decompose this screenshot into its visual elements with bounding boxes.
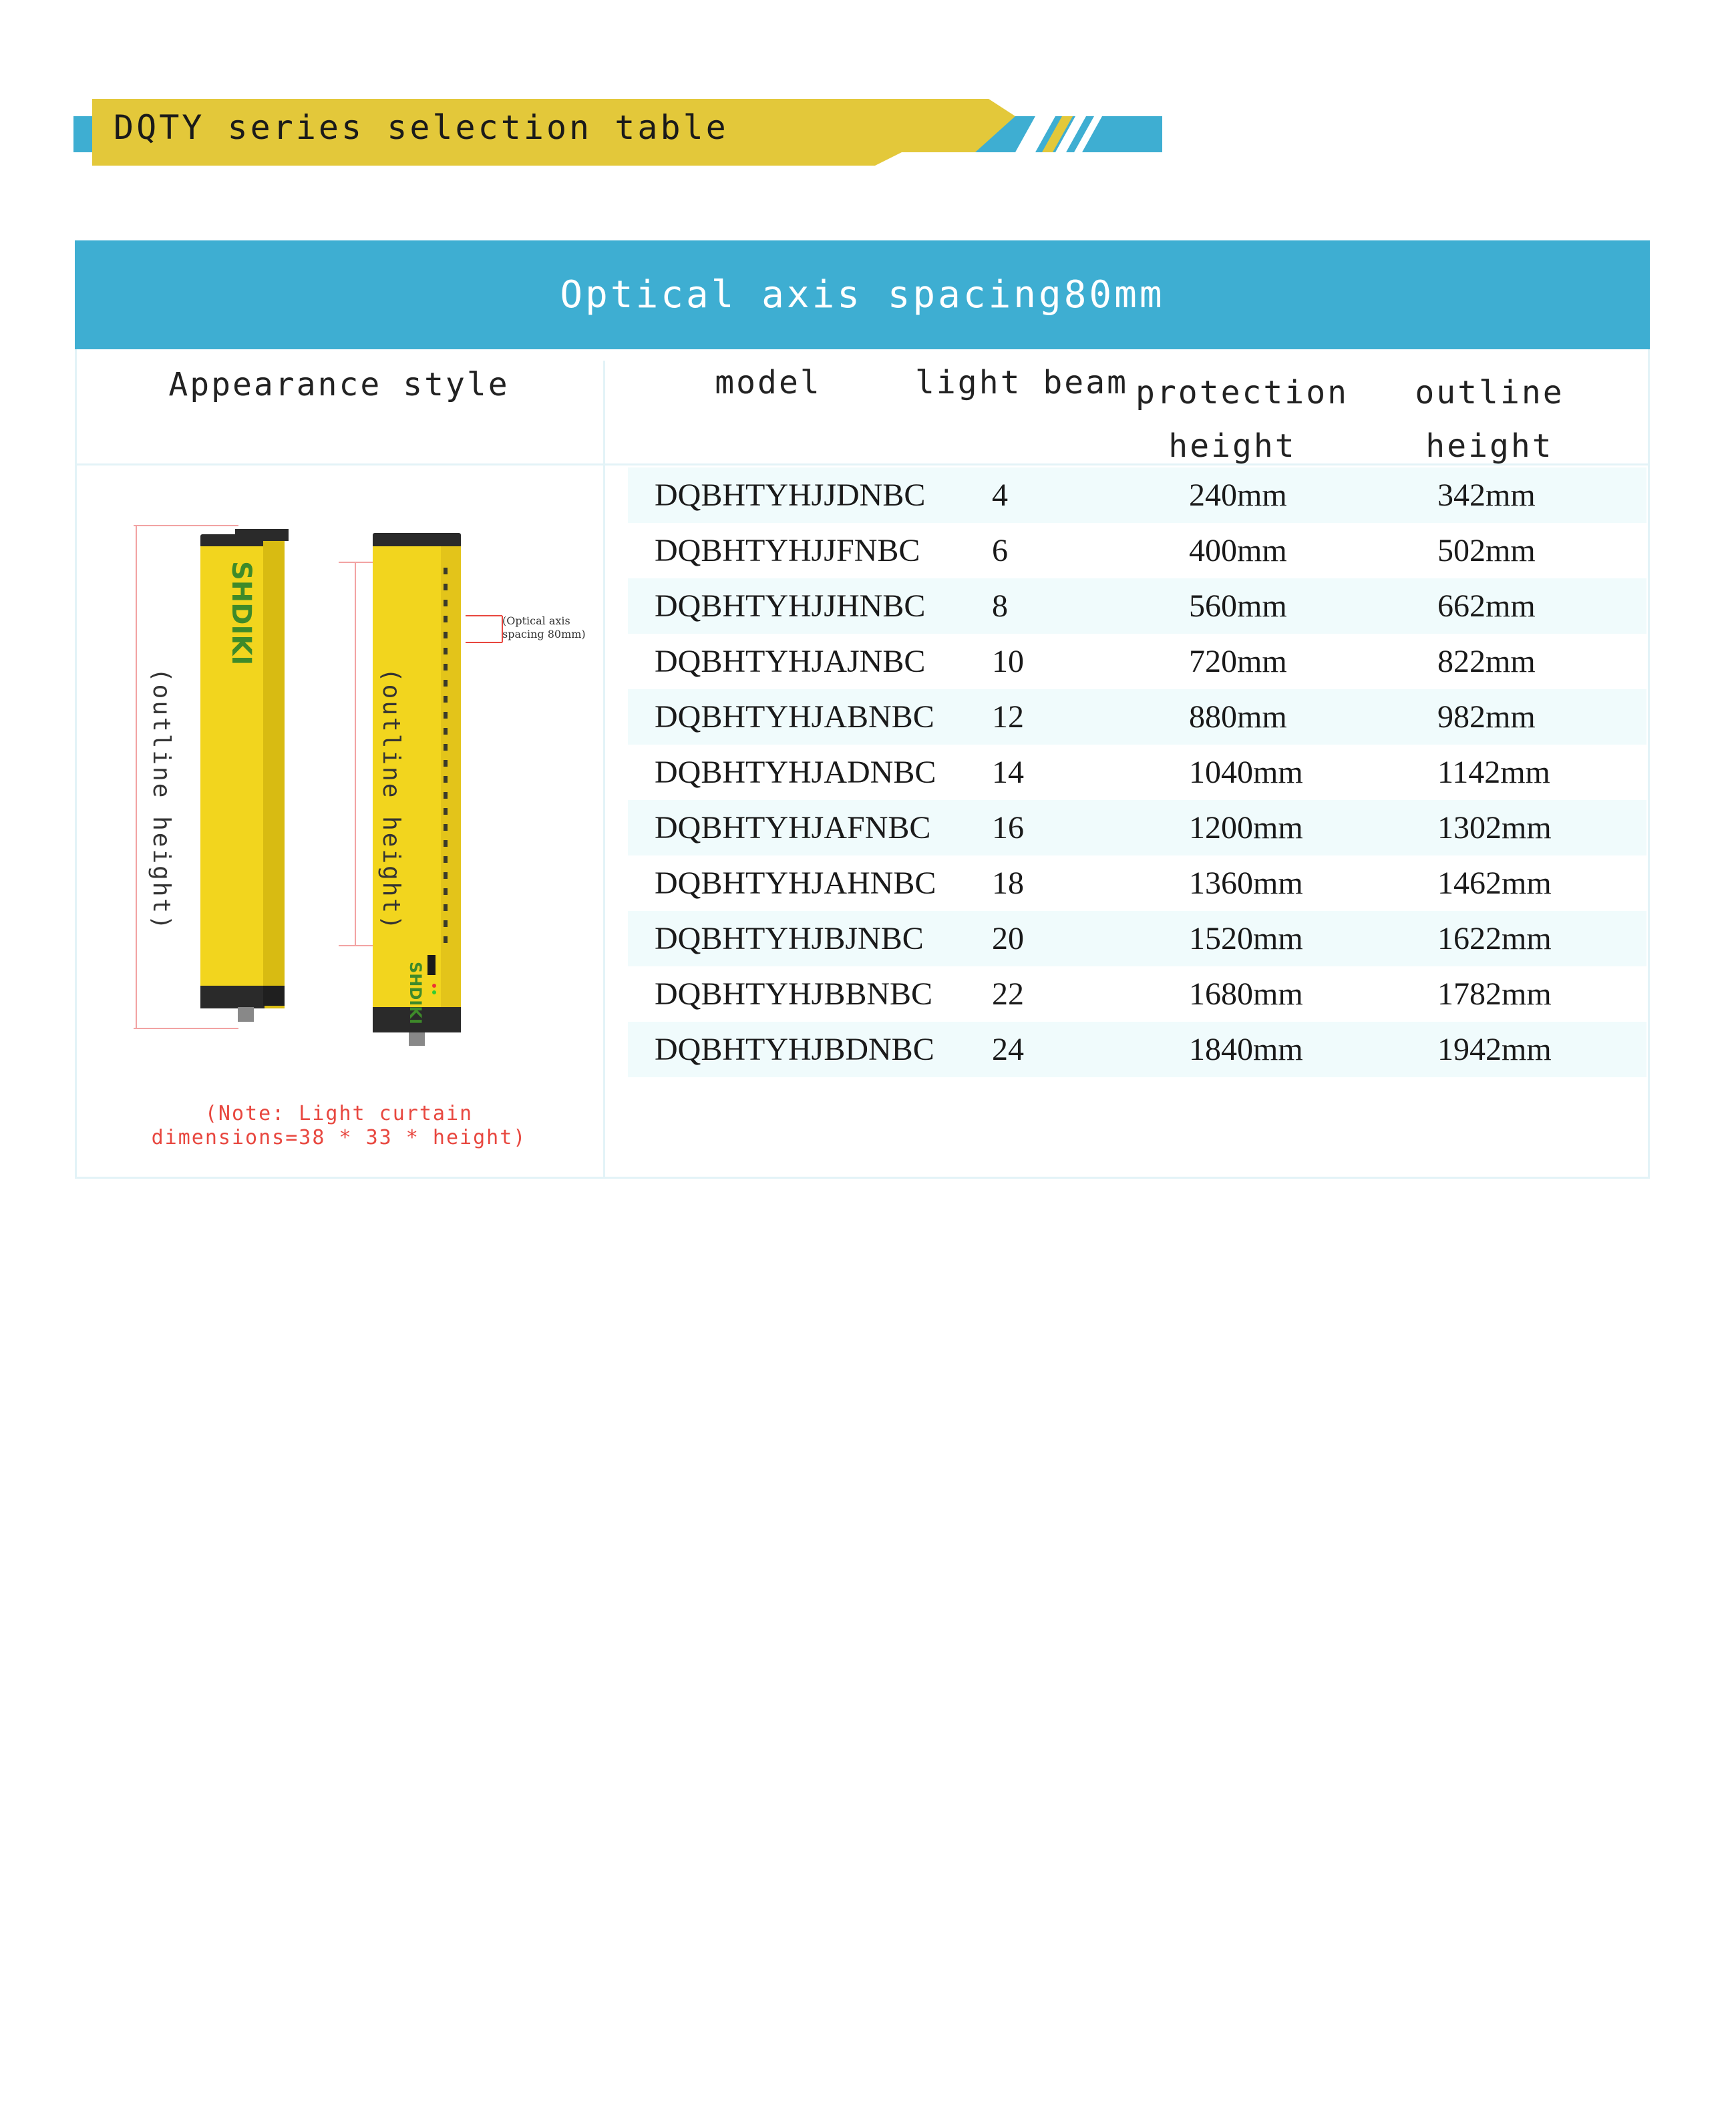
brand-logo-left: SHDIKI bbox=[226, 561, 256, 666]
axis-spacing-note-line1: (Optical axis bbox=[502, 614, 570, 627]
header-outline-line1: outline bbox=[1415, 374, 1564, 411]
cell-model: DQBHTYHJBJNBC bbox=[655, 921, 924, 956]
dimensions-note bbox=[75, 1102, 603, 1150]
cell-outline-height: 342mm bbox=[1437, 477, 1536, 513]
lens-mark bbox=[444, 840, 448, 847]
lens-mark bbox=[444, 936, 448, 943]
cell-protection-height: 880mm bbox=[1189, 699, 1287, 735]
cell-model: DQBHTYHJJDNBC bbox=[655, 477, 926, 513]
cell-model: DQBHTYHJAHNBC bbox=[655, 866, 936, 901]
cell-outline-height: 822mm bbox=[1437, 644, 1536, 679]
lens-mark bbox=[444, 808, 448, 815]
brand-logo-right: SHDIKI bbox=[406, 962, 425, 1024]
cell-outline-height: 1622mm bbox=[1437, 921, 1552, 956]
cell-protection-height: 1680mm bbox=[1189, 976, 1303, 1012]
table-row: DQBHTYHJBDNBC 24 1840mm 1942mm bbox=[628, 1022, 1646, 1077]
lens-mark bbox=[444, 856, 448, 863]
outline-height-label-right: (outline height) bbox=[377, 668, 405, 932]
table-row: DQBHTYHJJFNBC 6 400mm 502mm bbox=[655, 533, 1536, 568]
cell-model: DQBHTYHJAFNBC bbox=[655, 810, 931, 845]
header-light-beam: light beam bbox=[915, 364, 1128, 401]
cell-protection-height: 560mm bbox=[1189, 588, 1287, 624]
lens-mark bbox=[444, 600, 448, 606]
table-title: Optical axis spacing80mm bbox=[560, 273, 1165, 317]
page-title: DQTY series selection table bbox=[114, 108, 729, 147]
lens-mark bbox=[444, 664, 448, 671]
header-protection-line2: height bbox=[1168, 427, 1296, 465]
cell-outline-height: 1302mm bbox=[1437, 810, 1552, 845]
table-row: DQBHTYHJAFNBC 16 1200mm 1302mm bbox=[628, 800, 1646, 855]
cell-protection-height: 720mm bbox=[1189, 644, 1287, 679]
lens-mark bbox=[444, 728, 448, 735]
lens-mark bbox=[444, 712, 448, 719]
table-title-bar bbox=[75, 240, 1650, 349]
header-banner bbox=[73, 93, 1169, 174]
cell-outline-height: 662mm bbox=[1437, 588, 1536, 624]
table-row: DQBHTYHJAJNBC 10 720mm 822mm bbox=[655, 644, 1536, 679]
cell-protection-height: 240mm bbox=[1189, 477, 1287, 513]
cell-outline-height: 982mm bbox=[1437, 699, 1536, 735]
table-row: DQBHTYHJADNBC 14 1040mm 1142mm bbox=[655, 755, 1550, 790]
header-protection-height bbox=[1136, 366, 1349, 473]
cell-protection-height: 1040mm bbox=[1189, 755, 1303, 790]
axis-spacing-note-line2: spacing 80mm) bbox=[502, 628, 586, 640]
cell-model: DQBHTYHJAJNBC bbox=[655, 644, 926, 679]
lens-mark bbox=[444, 920, 448, 927]
table-row: DQBHTYHJBJNBC 20 1520mm 1622mm bbox=[628, 911, 1646, 966]
lens-mark bbox=[444, 584, 448, 590]
column-divider bbox=[603, 361, 605, 1179]
header-outline-height bbox=[1393, 366, 1586, 473]
lens-mark bbox=[444, 760, 448, 767]
cell-protection-height: 400mm bbox=[1189, 533, 1287, 568]
cell-outline-height: 502mm bbox=[1437, 533, 1536, 568]
lens-mark bbox=[444, 824, 448, 831]
table-row: DQBHTYHJJHNBC 8 560mm 662mm bbox=[628, 578, 1646, 634]
header-protection-line1: protection bbox=[1136, 374, 1349, 411]
dimensions-note-line2: dimensions=38 * 33 * height) bbox=[151, 1126, 527, 1149]
cell-outline-height: 1142mm bbox=[1437, 755, 1550, 790]
table-body bbox=[628, 467, 1646, 1077]
cell-model: DQBHTYHJBDNBC bbox=[655, 1032, 934, 1067]
cell-outline-height: 1942mm bbox=[1437, 1032, 1552, 1067]
header-appearance-style: Appearance style bbox=[168, 366, 510, 403]
cell-model: DQBHTYHJADNBC bbox=[655, 755, 936, 790]
table-row: DQBHTYHJJDNBC 4 240mm 342mm bbox=[628, 467, 1646, 523]
cell-outline-height: 1782mm bbox=[1437, 976, 1552, 1012]
lens-mark bbox=[444, 568, 448, 574]
lens-mark bbox=[444, 680, 448, 687]
cell-model: DQBHTYHJBBNBC bbox=[655, 976, 933, 1012]
cell-protection-height: 1840mm bbox=[1189, 1032, 1303, 1067]
lens-mark bbox=[444, 888, 448, 895]
cell-protection-height: 1360mm bbox=[1189, 866, 1303, 901]
header-model: model bbox=[715, 364, 822, 401]
product-illustration bbox=[75, 467, 603, 1179]
lens-mark bbox=[444, 792, 448, 799]
dimensions-note-line1: (Note: Light curtain bbox=[204, 1102, 474, 1125]
cell-protection-height: 1520mm bbox=[1189, 921, 1303, 956]
cell-model: DQBHTYHJJHNBC bbox=[655, 588, 926, 624]
lens-mark bbox=[444, 616, 448, 622]
cell-model: DQBHTYHJJFNBC bbox=[655, 533, 920, 568]
lens-mark bbox=[444, 648, 448, 654]
lens-mark bbox=[444, 872, 448, 879]
table-row: DQBHTYHJBBNBC 22 1680mm 1782mm bbox=[655, 976, 1552, 1012]
outline-height-label-left: (outline height) bbox=[148, 668, 175, 932]
axis-spacing-note bbox=[502, 614, 586, 641]
lens-mark bbox=[444, 632, 448, 638]
lens-mark bbox=[444, 696, 448, 703]
table-row: DQBHTYHJABNBC 12 880mm 982mm bbox=[628, 689, 1646, 745]
lens-mark bbox=[444, 776, 448, 783]
table-row: DQBHTYHJAHNBC 18 1360mm 1462mm bbox=[655, 866, 1552, 901]
cell-protection-height: 1200mm bbox=[1189, 810, 1303, 845]
cell-outline-height: 1462mm bbox=[1437, 866, 1552, 901]
header-outline-line2: height bbox=[1425, 427, 1554, 465]
lens-mark bbox=[444, 904, 448, 911]
lens-mark bbox=[444, 744, 448, 751]
cell-model: DQBHTYHJABNBC bbox=[655, 699, 934, 735]
